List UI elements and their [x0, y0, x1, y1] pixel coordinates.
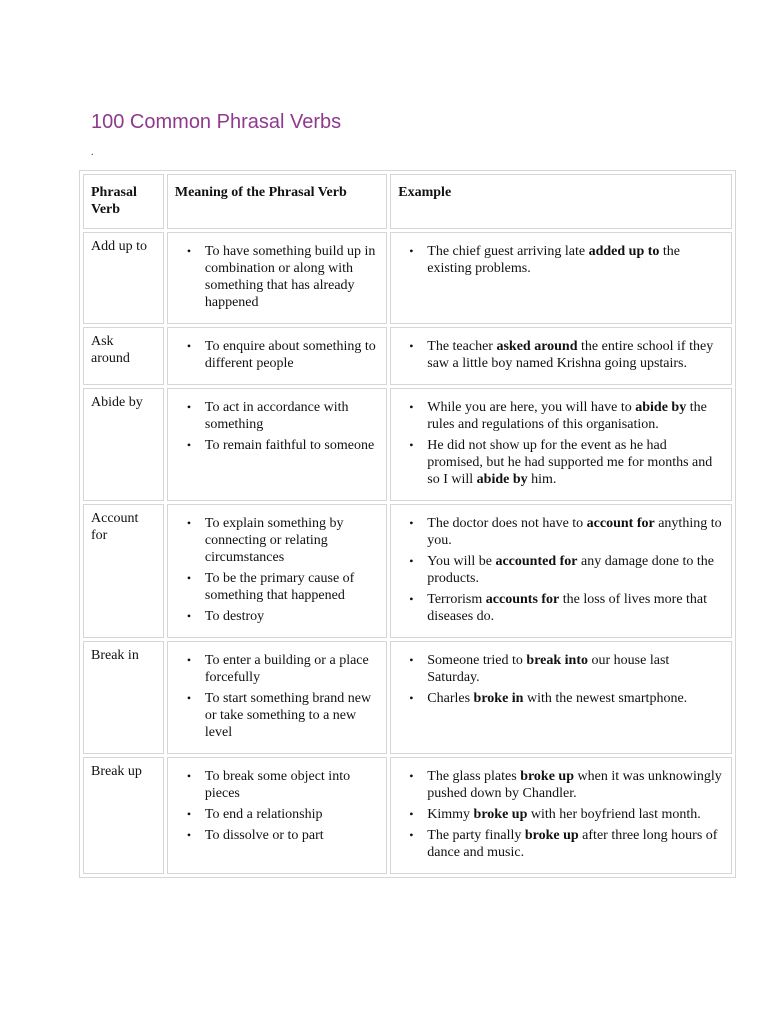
meaning-cell: [167, 388, 387, 501]
example-text: The doctor does not have to: [427, 516, 587, 531]
example-cell: [390, 641, 732, 754]
example-phrasal-verb: broke up: [473, 807, 528, 822]
table-header-row: [83, 174, 732, 229]
example-text: the existing problems.: [427, 244, 681, 276]
meaning-cell: [167, 504, 387, 638]
example-text: anything to you.: [427, 516, 722, 548]
example-text: with her boyfriend last month.: [527, 807, 701, 822]
phrasal-verb-cell: Ask around: [83, 327, 164, 385]
example-text: Someone tried to: [427, 653, 527, 668]
example-item: [427, 515, 723, 549]
example-phrasal-verb: broke in: [473, 691, 524, 706]
example-text: Charles: [427, 691, 474, 706]
meaning-list: [175, 243, 378, 311]
example-text: the rules and regulations of this organisation.: [427, 400, 707, 432]
example-list: [398, 243, 723, 277]
example-list: [398, 652, 723, 707]
meaning-cell: [167, 232, 387, 324]
meaning-item: • To break some object into pieces: [205, 768, 378, 802]
meaning-cell: [167, 327, 387, 385]
example-cell: [390, 327, 732, 385]
example-phrasal-verb: account for: [586, 516, 655, 531]
example-cell: [390, 388, 732, 501]
table-row: [83, 641, 732, 754]
example-phrasal-verb: abide by: [635, 400, 687, 415]
meaning-item: • To have something build up in combination or along with something that has already happened: [205, 243, 378, 311]
example-phrasal-verb: abide by: [476, 472, 528, 487]
phrasal-verbs-table: [79, 170, 736, 878]
phrasal-verb-cell: Account for: [83, 504, 164, 638]
example-item: [427, 553, 723, 587]
example-cell: [390, 504, 732, 638]
meaning-cell: [167, 757, 387, 874]
example-phrasal-verb: added up to: [588, 244, 660, 259]
example-text: when it was unknowingly pushed down by Chandler.: [427, 769, 722, 801]
meaning-item: • To act in accordance with something: [205, 399, 378, 433]
meaning-item: • To remain faithful to someone: [205, 437, 378, 454]
example-item: [427, 806, 723, 823]
example-item: [427, 768, 723, 802]
meaning-list: [175, 768, 378, 844]
dot-marker: .: [91, 147, 94, 158]
meaning-list: [175, 399, 378, 454]
table-row: [83, 388, 732, 501]
example-item: [427, 338, 723, 372]
example-text: our house last Saturday.: [427, 653, 670, 685]
example-phrasal-verb: asked around: [496, 339, 578, 354]
meaning-item: • To dissolve or to part: [205, 827, 378, 844]
example-phrasal-verb: broke up: [524, 828, 579, 843]
example-text: Terrorism: [427, 592, 486, 607]
example-list: [398, 768, 723, 861]
example-text: him.: [527, 472, 557, 487]
example-cell: [390, 232, 732, 324]
example-item: [427, 399, 723, 433]
example-text: The party finally: [427, 828, 525, 843]
table-body: [83, 232, 732, 874]
header-phrasal-verb: Phrasal Verb: [83, 174, 164, 229]
example-list: [398, 399, 723, 488]
table-row: [83, 757, 732, 874]
example-text: Kimmy: [427, 807, 474, 822]
meaning-list: [175, 652, 378, 741]
example-phrasal-verb: accounts for: [485, 592, 560, 607]
example-text: The glass plates: [427, 769, 521, 784]
header-meaning: Meaning of the Phrasal Verb: [167, 174, 387, 229]
example-list: [398, 515, 723, 625]
meaning-list: [175, 515, 378, 625]
document-title: 100 Common Phrasal Verbs: [91, 111, 342, 133]
phrasal-verb-cell: Abide by: [83, 388, 164, 501]
example-phrasal-verb: break into: [526, 653, 589, 668]
example-item: [427, 652, 723, 686]
meaning-item: • To start something brand new or take something to a new level: [205, 690, 378, 741]
example-text: after three long hours of dance and music.: [427, 828, 718, 860]
example-cell: [390, 757, 732, 874]
example-item: [427, 437, 723, 488]
header-example: Example: [390, 174, 732, 229]
example-text: The teacher: [427, 339, 497, 354]
meaning-item: • To enquire about something to different people: [205, 338, 378, 372]
example-text: You will be: [427, 554, 496, 569]
example-item: [427, 690, 723, 707]
phrasal-verb-cell: Add up to: [83, 232, 164, 324]
example-text: He did not show up for the event as he had promised, but he had supported me for months and so I will: [427, 438, 713, 487]
example-text: While you are here, you will have to: [427, 400, 636, 415]
example-phrasal-verb: accounted for: [495, 554, 578, 569]
table-row: [83, 504, 732, 638]
meaning-item: • To enter a building or a place forcefully: [205, 652, 378, 686]
phrasal-verb-cell: Break in: [83, 641, 164, 754]
example-text: with the newest smartphone.: [523, 691, 688, 706]
example-phrasal-verb: broke up: [520, 769, 575, 784]
example-list: [398, 338, 723, 372]
meaning-list: [175, 338, 378, 372]
example-item: [427, 243, 723, 277]
example-item: [427, 591, 723, 625]
table-row: [83, 327, 732, 385]
meaning-item: • To be the primary cause of something that happened: [205, 570, 378, 604]
meaning-item: • To explain something by connecting or relating circumstances: [205, 515, 378, 566]
phrasal-verb-cell: Break up: [83, 757, 164, 874]
example-text: The chief guest arriving late: [427, 244, 589, 259]
example-text: the loss of lives more that diseases do.: [427, 592, 708, 624]
example-text: any damage done to the products.: [427, 554, 714, 586]
meaning-item: • To destroy: [205, 608, 378, 625]
example-text: the entire school if they saw a little boy named Krishna going upstairs.: [427, 339, 714, 371]
example-item: [427, 827, 723, 861]
meaning-cell: [167, 641, 387, 754]
meaning-item: • To end a relationship: [205, 806, 378, 823]
table-row: [83, 232, 732, 324]
